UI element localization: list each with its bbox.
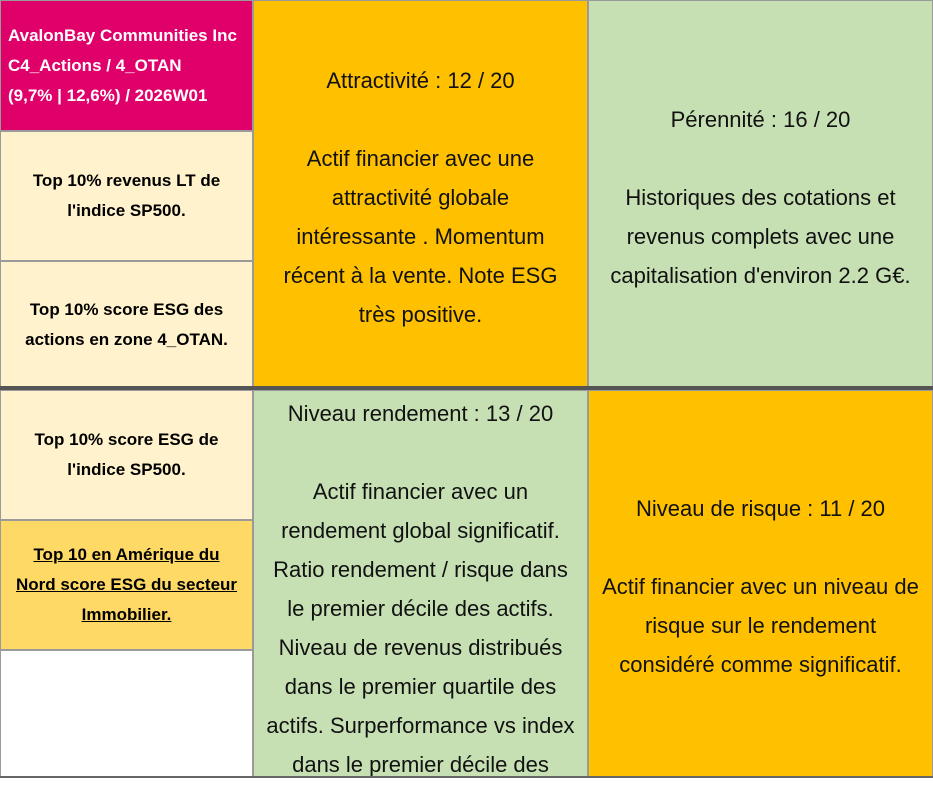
rendement-line: rendement global significatif.	[281, 518, 560, 543]
perennite-line: revenus complets avec une	[626, 224, 895, 249]
rendement-cell	[253, 390, 588, 777]
attractivite-cell	[253, 0, 588, 388]
bottom-border	[0, 776, 933, 778]
section-divider	[0, 386, 933, 390]
left-cell-line: actions en zone 4_OTAN.	[25, 329, 228, 349]
perennite-line: Historiques des cotations et	[625, 185, 896, 210]
rendement-line: Ratio rendement / risque dans	[273, 557, 568, 582]
left-cell-line: Top 10% score ESG de	[34, 430, 219, 449]
left-cell-line: Nord score ESG du secteur	[15, 575, 238, 594]
left-cell-line: Top 10 en Amérique du	[33, 545, 220, 564]
left-cell-line: Immobilier.	[81, 605, 172, 624]
risque-line: Actif financier avec un niveau de	[602, 574, 919, 599]
risque-title: Niveau de risque : 11 / 20	[635, 496, 886, 521]
risque-cell	[588, 390, 933, 777]
rendement-line: actifs. Surperformance vs index	[266, 713, 575, 738]
attractivite-line: récent à la vente. Note ESG	[283, 263, 558, 288]
attractivite-line: très positive.	[358, 302, 483, 327]
rendement-line: Niveau de revenus distribués	[278, 635, 563, 660]
risque-line: considéré comme significatif.	[619, 652, 902, 677]
attractivite-line: intéressante . Momentum	[296, 224, 545, 249]
rendement-line: le premier décile des actifs.	[287, 596, 554, 621]
left-cell-esg-sector	[0, 520, 253, 650]
attractivite-line: Actif financier avec une	[306, 146, 535, 171]
perennite-cell	[588, 0, 933, 388]
asset-stats: (9,7% | 12,6%) / 2026W01	[8, 86, 208, 105]
rendement-line: dans le premier décile des	[292, 752, 549, 777]
left-cell-line: Top 10% revenus LT de	[32, 171, 221, 190]
left-cell-line: l'indice SP500.	[67, 201, 186, 220]
perennite-line: capitalisation d'environ 2.2 G€.	[610, 263, 911, 288]
asset-category: C4_Actions / 4_OTAN	[8, 56, 182, 75]
attractivite-title: Attractivité : 12 / 20	[326, 68, 515, 93]
left-cell-revenus-lt	[0, 131, 253, 261]
left-cell-line: Top 10% score ESG des	[29, 299, 224, 319]
rendement-line: dans le premier quartile des	[284, 674, 557, 699]
attractivite-line: attractivité globale	[331, 185, 510, 210]
risque-line: risque sur le rendement	[644, 613, 877, 638]
asset-name: AvalonBay Communities Inc	[8, 26, 237, 45]
left-cell-line: l'indice SP500.	[67, 460, 186, 479]
asset-header-cell	[0, 0, 253, 131]
rendement-title: Niveau rendement : 13 / 20	[287, 401, 554, 426]
left-cell-empty	[0, 650, 253, 777]
left-cell-esg-index	[0, 390, 253, 520]
perennite-title: Pérennité : 16 / 20	[670, 107, 851, 132]
rendement-line: Actif financier avec un	[312, 479, 529, 504]
left-cell-esg-zone	[0, 261, 253, 388]
